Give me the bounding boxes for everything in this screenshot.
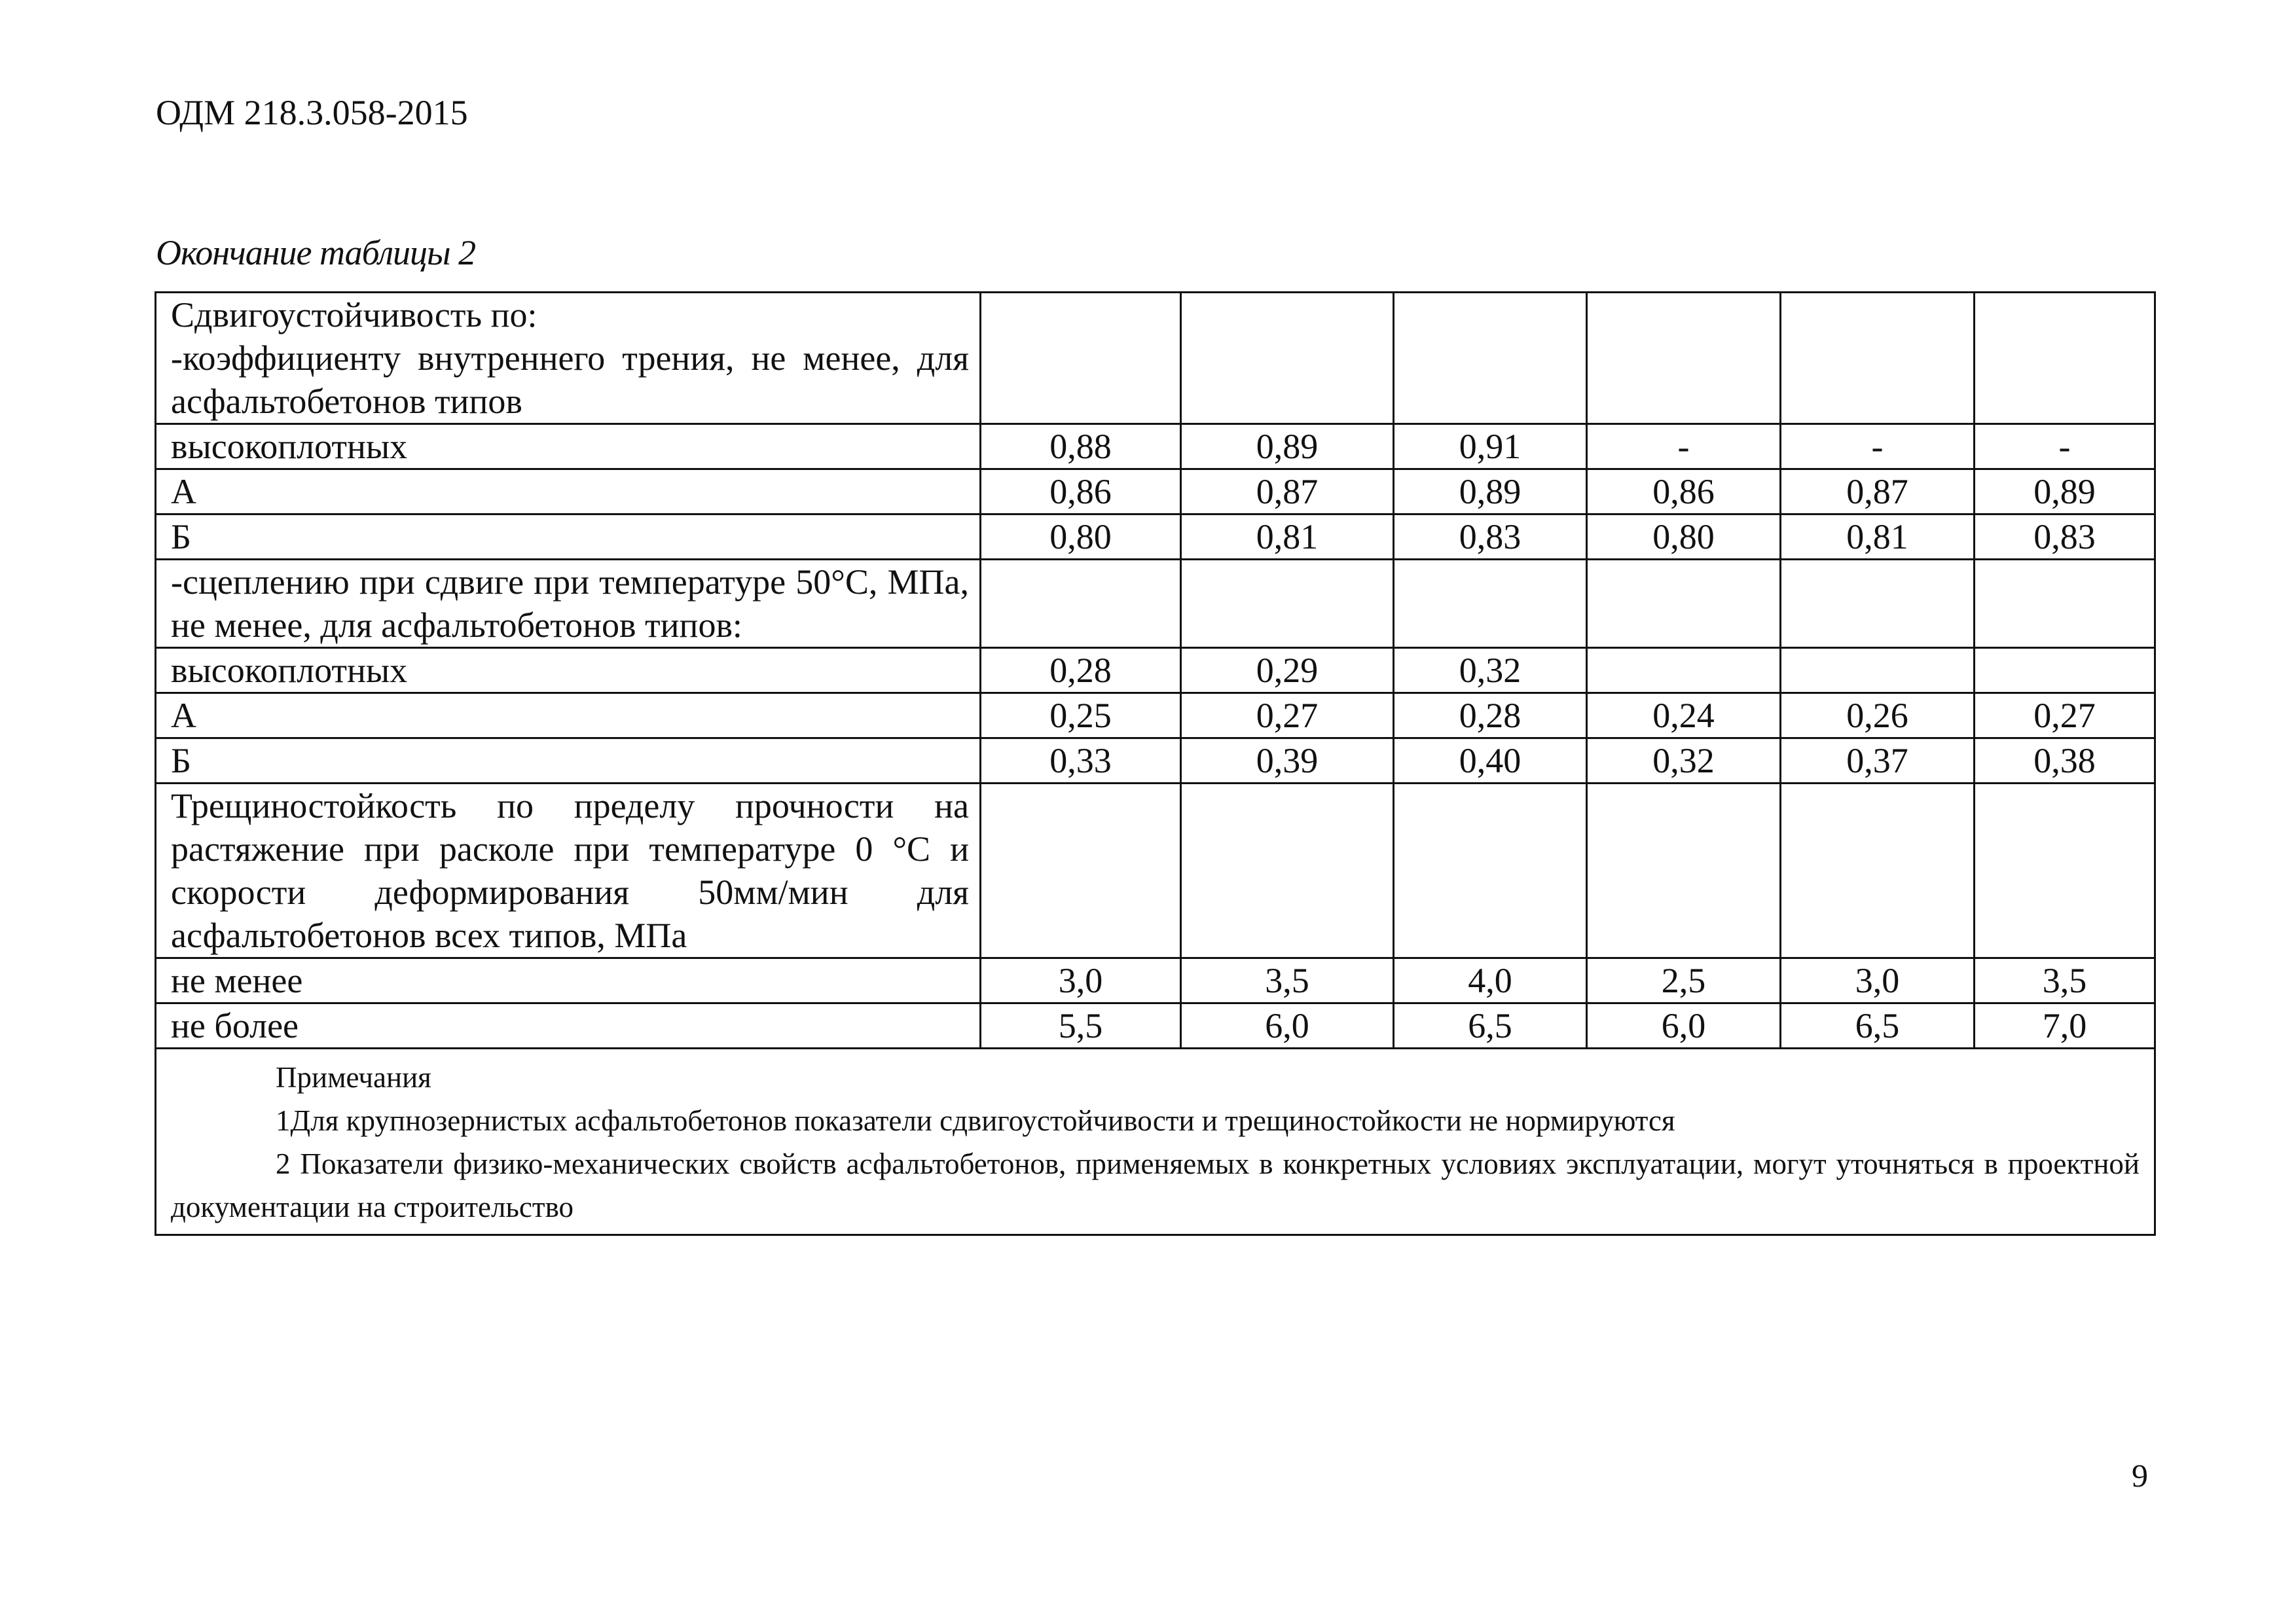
value-cell: 0,89 <box>1975 469 2155 514</box>
value-cell: 0,29 <box>1181 648 1394 693</box>
value-cell: 0,81 <box>1781 514 1975 560</box>
value-cell: 6,5 <box>1394 1003 1587 1049</box>
value-cell <box>1587 293 1781 424</box>
table-row <box>156 784 2155 958</box>
table-row <box>156 693 2155 738</box>
value-cell: 0,32 <box>1394 648 1587 693</box>
value-cell: 2,5 <box>1587 958 1781 1003</box>
value-cell: 0,81 <box>1181 514 1394 560</box>
value-cell: 0,33 <box>981 738 1181 784</box>
value-cell: 6,0 <box>1587 1003 1781 1049</box>
row-label: Трещиностойкость по пределу прочности на растяжение при расколе при температуре 0 °С и скорости деформирования 50мм/мин для асфальтобетонов всех типов, МПа <box>156 784 981 958</box>
table-row <box>156 648 2155 693</box>
value-cell: 0,25 <box>981 693 1181 738</box>
properties-table <box>155 291 2156 1236</box>
value-cell <box>1975 293 2155 424</box>
value-cell: - <box>1975 424 2155 469</box>
value-cell: 0,38 <box>1975 738 2155 784</box>
value-cell: 5,5 <box>981 1003 1181 1049</box>
value-cell: 0,40 <box>1394 738 1587 784</box>
value-cell <box>1587 784 1781 958</box>
value-cell: 0,24 <box>1587 693 1781 738</box>
value-cell <box>1781 293 1975 424</box>
row-label: не более <box>156 1003 981 1049</box>
row-label: высокоплотных <box>156 424 981 469</box>
value-cell: 0,91 <box>1394 424 1587 469</box>
table-row <box>156 469 2155 514</box>
value-cell <box>1781 648 1975 693</box>
row-label: Б <box>156 514 981 560</box>
value-cell: 6,0 <box>1181 1003 1394 1049</box>
value-cell: 0,83 <box>1975 514 2155 560</box>
value-cell: 0,89 <box>1181 424 1394 469</box>
table-row <box>156 1003 2155 1049</box>
value-cell: 0,87 <box>1781 469 1975 514</box>
row-label: Б <box>156 738 981 784</box>
value-cell: 0,80 <box>981 514 1181 560</box>
value-cell: 0,86 <box>981 469 1181 514</box>
note-item: 2 Показатели физико-механических свойств асфальтобетонов, применяемых в конкретных условиях эксплуатации, могут уточняться в проектной документации на строительство <box>171 1147 2140 1223</box>
value-cell: 0,32 <box>1587 738 1781 784</box>
value-cell <box>1394 784 1587 958</box>
notes-title: Примечания <box>276 1061 431 1094</box>
value-cell: 6,5 <box>1781 1003 1975 1049</box>
value-cell: 0,27 <box>1181 693 1394 738</box>
page-number: 9 <box>2132 1457 2148 1494</box>
value-cell: 0,26 <box>1781 693 1975 738</box>
value-cell <box>1781 560 1975 648</box>
value-cell <box>1181 293 1394 424</box>
row-label: Сдвигоустойчивость по: -коэффициенту внутреннего трения, не менее, для асфальтобетонов типов <box>156 293 981 424</box>
document-code: ОДМ 218.3.058-2015 <box>156 93 468 132</box>
value-cell: 3,0 <box>981 958 1181 1003</box>
value-cell: 0,86 <box>1587 469 1781 514</box>
value-cell <box>1975 560 2155 648</box>
row-label: не менее <box>156 958 981 1003</box>
value-cell: 0,37 <box>1781 738 1975 784</box>
table-caption: Окончание таблицы 2 <box>156 233 476 272</box>
value-cell: 7,0 <box>1975 1003 2155 1049</box>
value-cell <box>1975 784 2155 958</box>
table-row <box>156 738 2155 784</box>
value-cell: - <box>1587 424 1781 469</box>
notes-row <box>156 1049 2155 1235</box>
table-row <box>156 424 2155 469</box>
value-cell <box>1394 293 1587 424</box>
value-cell: 0,88 <box>981 424 1181 469</box>
value-cell: 0,83 <box>1394 514 1587 560</box>
value-cell: 0,80 <box>1587 514 1781 560</box>
value-cell <box>1181 560 1394 648</box>
value-cell <box>1781 784 1975 958</box>
table-row <box>156 958 2155 1003</box>
row-label: высокоплотных <box>156 648 981 693</box>
row-label: А <box>156 469 981 514</box>
value-cell <box>981 784 1181 958</box>
value-cell <box>1587 560 1781 648</box>
value-cell: 0,27 <box>1975 693 2155 738</box>
value-cell <box>981 560 1181 648</box>
table-row <box>156 560 2155 648</box>
value-cell: 0,28 <box>1394 693 1587 738</box>
value-cell <box>1587 648 1781 693</box>
value-cell: 3,5 <box>1181 958 1394 1003</box>
value-cell: 0,87 <box>1181 469 1394 514</box>
value-cell: 0,39 <box>1181 738 1394 784</box>
value-cell: 0,89 <box>1394 469 1587 514</box>
row-label: А <box>156 693 981 738</box>
table-row <box>156 293 2155 424</box>
value-cell <box>1181 784 1394 958</box>
value-cell: 4,0 <box>1394 958 1587 1003</box>
value-cell <box>1394 560 1587 648</box>
value-cell <box>981 293 1181 424</box>
value-cell: 0,28 <box>981 648 1181 693</box>
row-label: -сцеплению при сдвиге при температуре 50°С, МПа, не менее, для асфальтобетонов типов: <box>156 560 981 648</box>
value-cell: - <box>1781 424 1975 469</box>
note-item: 1Для крупнозернистых асфальтобетонов показатели сдвигоустойчивости и трещиностойкости не нормируются <box>276 1104 1675 1137</box>
value-cell: 3,0 <box>1781 958 1975 1003</box>
value-cell: 3,5 <box>1975 958 2155 1003</box>
notes-cell <box>156 1049 2155 1235</box>
table-row <box>156 514 2155 560</box>
value-cell <box>1975 648 2155 693</box>
